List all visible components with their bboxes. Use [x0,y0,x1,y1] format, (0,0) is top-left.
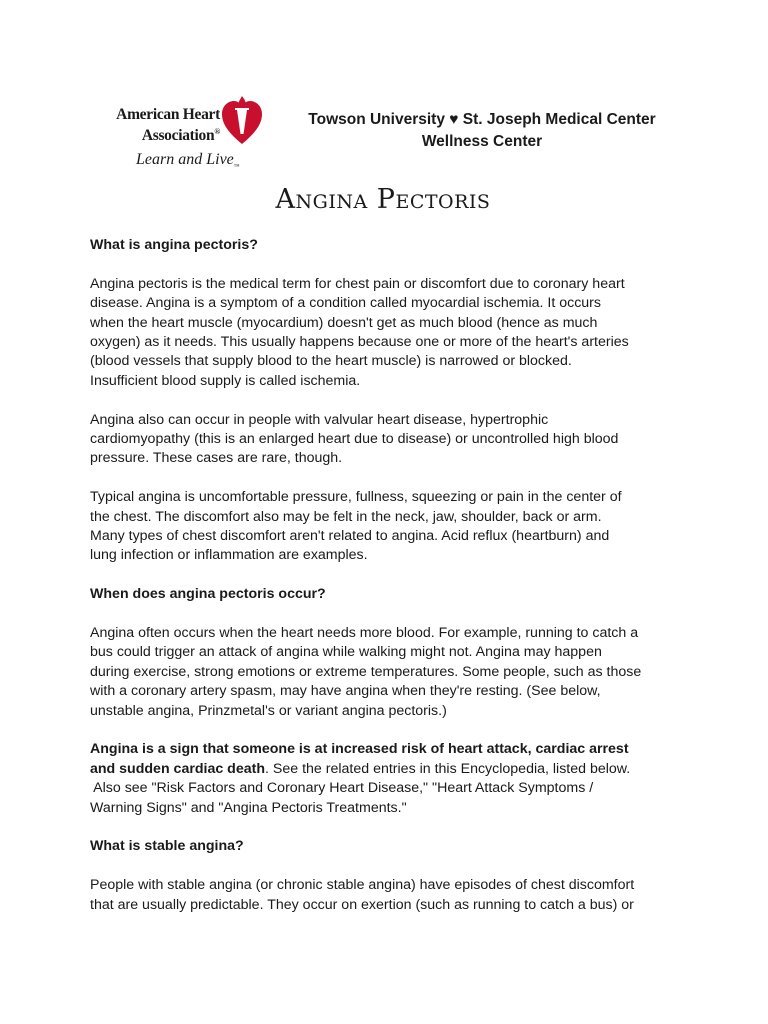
text-line: People with stable angina (or chronic stable angina) have episodes of chest discomfort [90,877,635,894]
text-line: lung infection or inflammation are examples. [90,547,368,564]
paragraph [90,488,686,566]
paragraph [90,411,686,469]
text-line: Many types of chest discomfort aren't related to angina. Acid reflux (heartburn) and [90,528,610,545]
org-line1: Towson University ♥ St. Joseph Medical Center [308,111,656,128]
text-fragment: . See the related entries in this Encyclopedia, listed below. [265,760,631,777]
question-heading: What is stable angina? [90,838,244,855]
text-line: Typical angina is uncomfortable pressure, fullness, squeezing or pain in the center of [90,489,622,506]
organization-heading [282,109,682,153]
logo-name [100,106,220,144]
logo-tagline-text: Learn and Live [136,151,234,168]
text-line: when the heart muscle (myocardium) doesn't get as much blood (hence as much [90,314,598,331]
heart-torch-icon [220,94,264,146]
paragraph [90,740,686,818]
text-line: oxygen) as it needs. This usually happens because one or more of the heart's arteries [90,334,629,351]
logo-name-line2: Association [141,127,215,145]
aha-logo [96,92,276,174]
emphasis-text: and sudden cardiac death [90,760,266,777]
text-line: during exercise, strong emotions or extreme temperatures. Some people, such as those [90,663,642,680]
text-line: Warning Signs" and "Angina Pectoris Treatments." [90,799,407,816]
page-title: Angina Pectoris [275,184,491,215]
paragraph [90,876,686,915]
question-heading: When does angina pectoris occur? [90,586,326,603]
emphasis-text: Angina is a sign that someone is at increased risk of heart attack, cardiac arrest [90,741,629,758]
text-line: Angina pectoris is the medical term for chest pain or discomfort due to coronary heart [90,275,625,292]
text-line: Insufficient blood supply is called ischemia. [90,372,361,389]
text-line: disease. Angina is a symptom of a condition called myocardial ischemia. It occurs [90,295,601,312]
org-line2: Wellness Center [421,133,543,150]
logo-tagline [136,151,240,170]
text-line: unstable angina, Prinzmetal's or variant angina pectoris.) [90,702,447,719]
text-line [90,760,686,779]
logo-name-line1: American Heart [116,106,220,123]
text-line: with a coronary artery spasm, may have angina when they're resting. (See below, [90,683,601,700]
text-line: Angina often occurs when the heart needs more blood. For example, running to catch a [90,625,639,642]
text-line [90,740,686,759]
paragraph [90,275,686,391]
text-line: pressure. These cases are rare, though. [90,450,343,467]
question-heading: What is angina pectoris? [90,237,258,253]
text-line: (blood vessels that supply blood to the heart muscle) is narrowed or blocked. [90,353,572,370]
paragraph [90,624,686,721]
text-line: the chest. The discomfort also may be felt in the neck, jaw, shoulder, back or arm. [90,508,602,525]
logo-registered: ® [214,127,220,136]
logo-tm: ™ [233,164,240,171]
text-line: Also see "Risk Factors and Coronary Heart Disease," "Heart Attack Symptoms / [90,780,594,797]
text-line: cardiomyopathy (this is an enlarged heart due to disease) or uncontrolled high blood [90,431,619,448]
document-body [90,236,686,915]
text-line: Angina also can occur in people with valvular heart disease, hypertrophic [90,411,549,428]
text-line: bus could trigger an attack of angina while walking might not. Angina may happen [90,644,602,661]
text-line: that are usually predictable. They occur on exertion (such as running to catch a bus) or [90,896,634,913]
